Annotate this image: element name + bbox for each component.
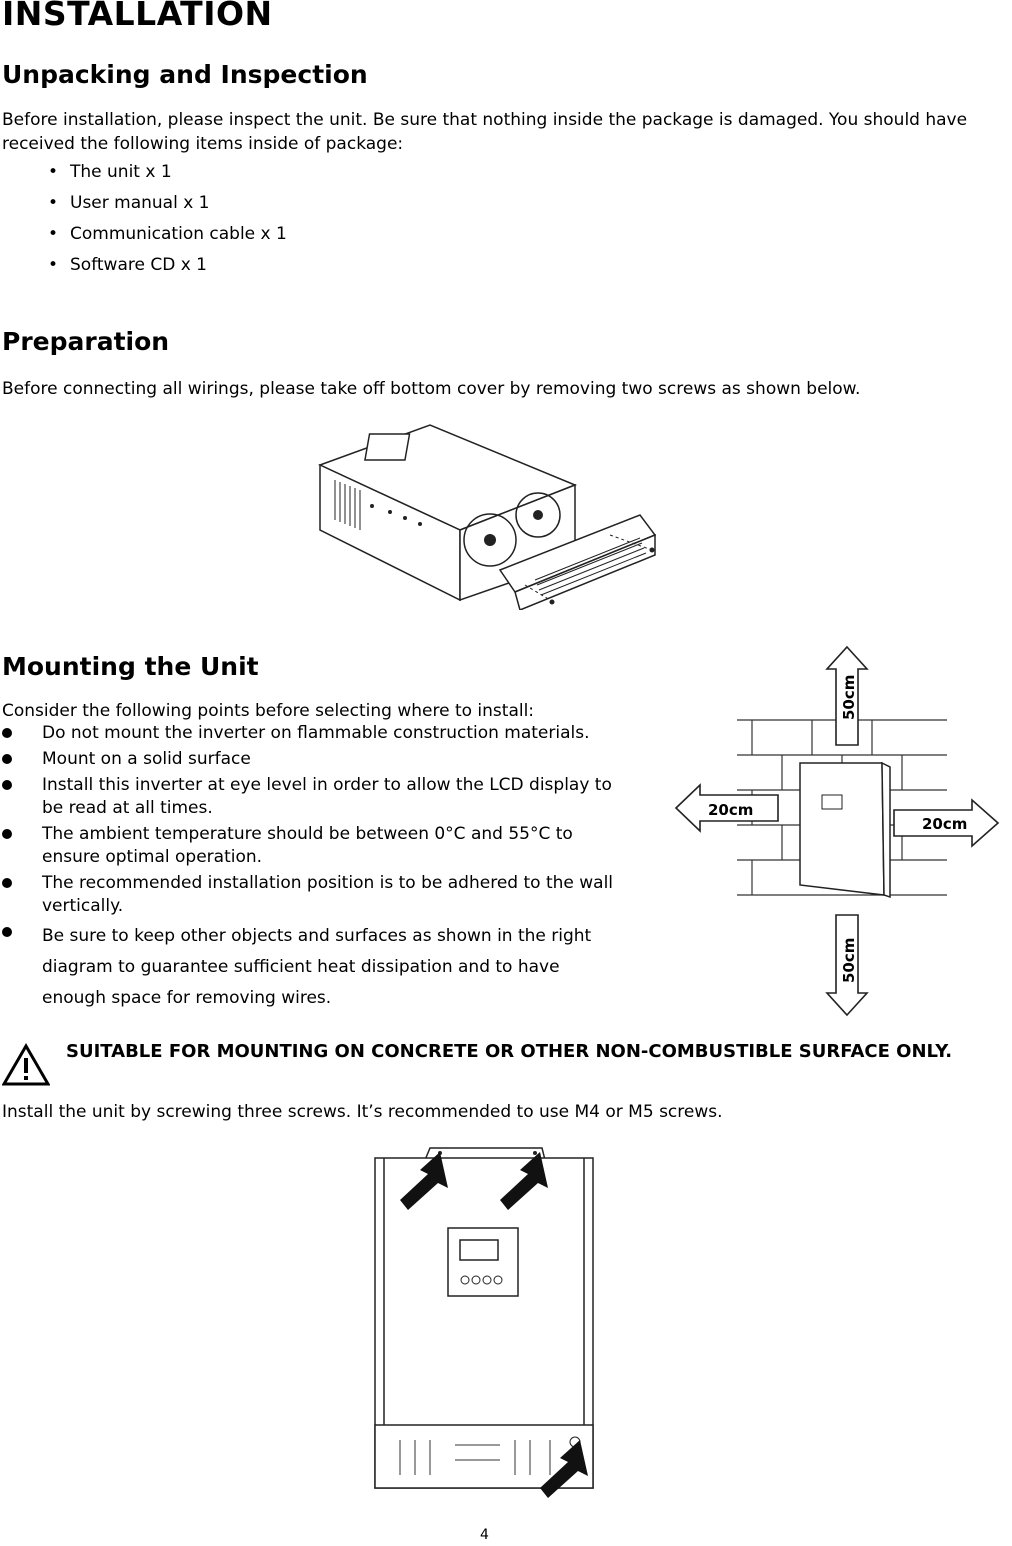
clearance-right-label: 20cm <box>922 815 968 833</box>
clearance-left-label: 20cm <box>708 801 754 819</box>
unpacking-heading: Unpacking and Inspection <box>2 60 368 89</box>
wall-mounted-inverter-illustration <box>370 1140 610 1510</box>
preparation-text: Before connecting all wirings, please take off bottom cover by removing two screws as shown below. <box>2 379 861 399</box>
list-item: Be sure to keep other objects and surfaces as shown in the right diagram to guarantee sufficient heat dissipation and to have enough space for removing wires. <box>0 921 612 1014</box>
bottom-cover-removal-illustration <box>310 420 670 610</box>
list-item: • Communication cable x 1 <box>44 222 287 253</box>
page-number: 4 <box>480 1527 489 1543</box>
mounting-heading: Mounting the Unit <box>2 652 259 681</box>
package-items-list <box>44 160 287 284</box>
clearance-top-label: 50cm <box>840 674 858 720</box>
list-item: • Software CD x 1 <box>44 253 287 284</box>
list-item: • The unit x 1 <box>44 160 287 191</box>
list-item: Mount on a solid surface <box>0 748 650 771</box>
mounting-points-list <box>0 722 650 1014</box>
clearance-bottom-label: 50cm <box>840 937 858 983</box>
clearance-diagram <box>672 645 1002 1017</box>
unpacking-intro: Before installation, please inspect the unit. Be sure that nothing inside the package is damaged. You should have received the following items inside of package: <box>2 110 968 154</box>
page-title: INSTALLATION <box>2 0 273 33</box>
list-item: Do not mount the inverter on flammable construction materials. <box>0 722 650 745</box>
list-item: • User manual x 1 <box>44 191 287 222</box>
mounting-warning: SUITABLE FOR MOUNTING ON CONCRETE OR OTHER NON-COMBUSTIBLE SURFACE ONLY. <box>66 1041 953 1062</box>
preparation-heading: Preparation <box>2 327 170 356</box>
list-item: The ambient temperature should be between 0°C and 55°C to ensure optimal operation. <box>0 823 602 869</box>
mounting-intro: Consider the following points before selecting where to install: <box>2 701 535 721</box>
list-item: The recommended installation position is to be adhered to the wall vertically. <box>0 872 642 918</box>
screw-note: Install the unit by screwing three screws. It’s recommended to use M4 or M5 screws. <box>2 1102 723 1122</box>
list-item: Install this inverter at eye level in order to allow the LCD display to be read at all times. <box>0 774 632 820</box>
warning-icon <box>2 1043 50 1087</box>
